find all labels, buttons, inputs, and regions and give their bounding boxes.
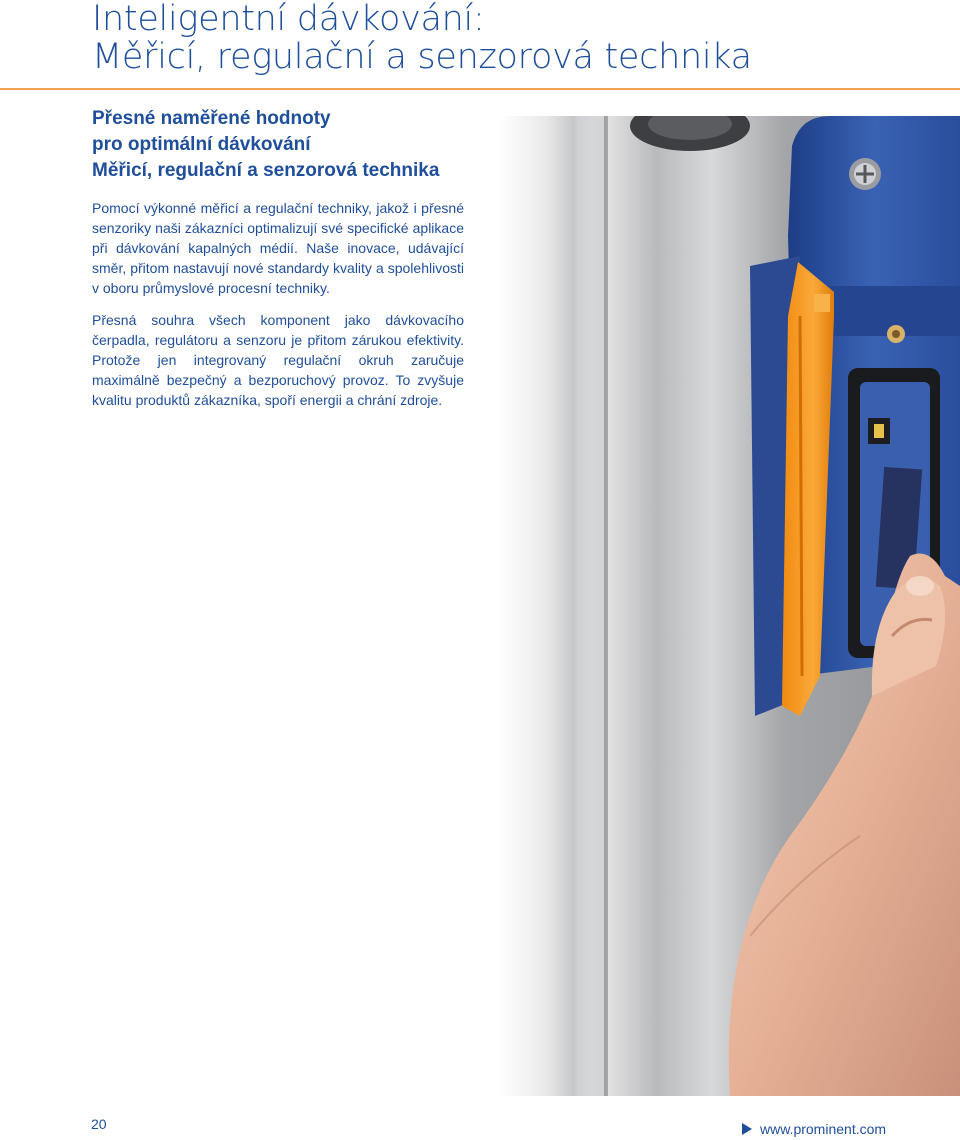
body-paragraph-2: Přesná souhra všech komponent jako dávkovacího čerpadla, regulátoru a senzoru je přitom zárukou efektivity. Protože jen integrovaný regulační okruh zaručuje maximálně bezpečný a bezporuchový provoz. To zvyšuje kvalitu produktů zákazníka, spoří energii a chrání zdroje. (92, 312, 464, 408)
section-heading-line-3: Měřicí, regulační a senzorová technika (92, 160, 440, 181)
website-link[interactable] (742, 1121, 886, 1137)
page-header (0, 0, 960, 90)
product-photo (500, 116, 960, 1096)
section-heading (92, 106, 439, 184)
page-title-line-1: Inteligentní dávkování: (92, 0, 485, 39)
triangle-right-icon (742, 1123, 752, 1135)
page-title-line-2: Měřicí, regulační a senzorová technika (92, 37, 752, 77)
body-text (92, 198, 464, 422)
page-title (92, 0, 752, 76)
product-photo-illustration (500, 116, 960, 1096)
section-heading-line-1: Přesné naměřené hodnoty (92, 108, 331, 129)
section-heading-line-2: pro optimální dávkování (92, 134, 311, 155)
body-paragraph-1: Pomocí výkonné měřicí a regulační techniky, jakož i přesné senzoriky naši zákazníci optimalizují své specifické aplikace při dávkování kapalných médií. Naše inovace, udávající směr, přitom nastavují nové standardy kvality a spolehlivosti v oboru průmyslové procesní techniky. (92, 200, 464, 296)
website-url[interactable]: www.prominent.com (760, 1121, 887, 1137)
page-number: 20 (91, 1116, 107, 1132)
